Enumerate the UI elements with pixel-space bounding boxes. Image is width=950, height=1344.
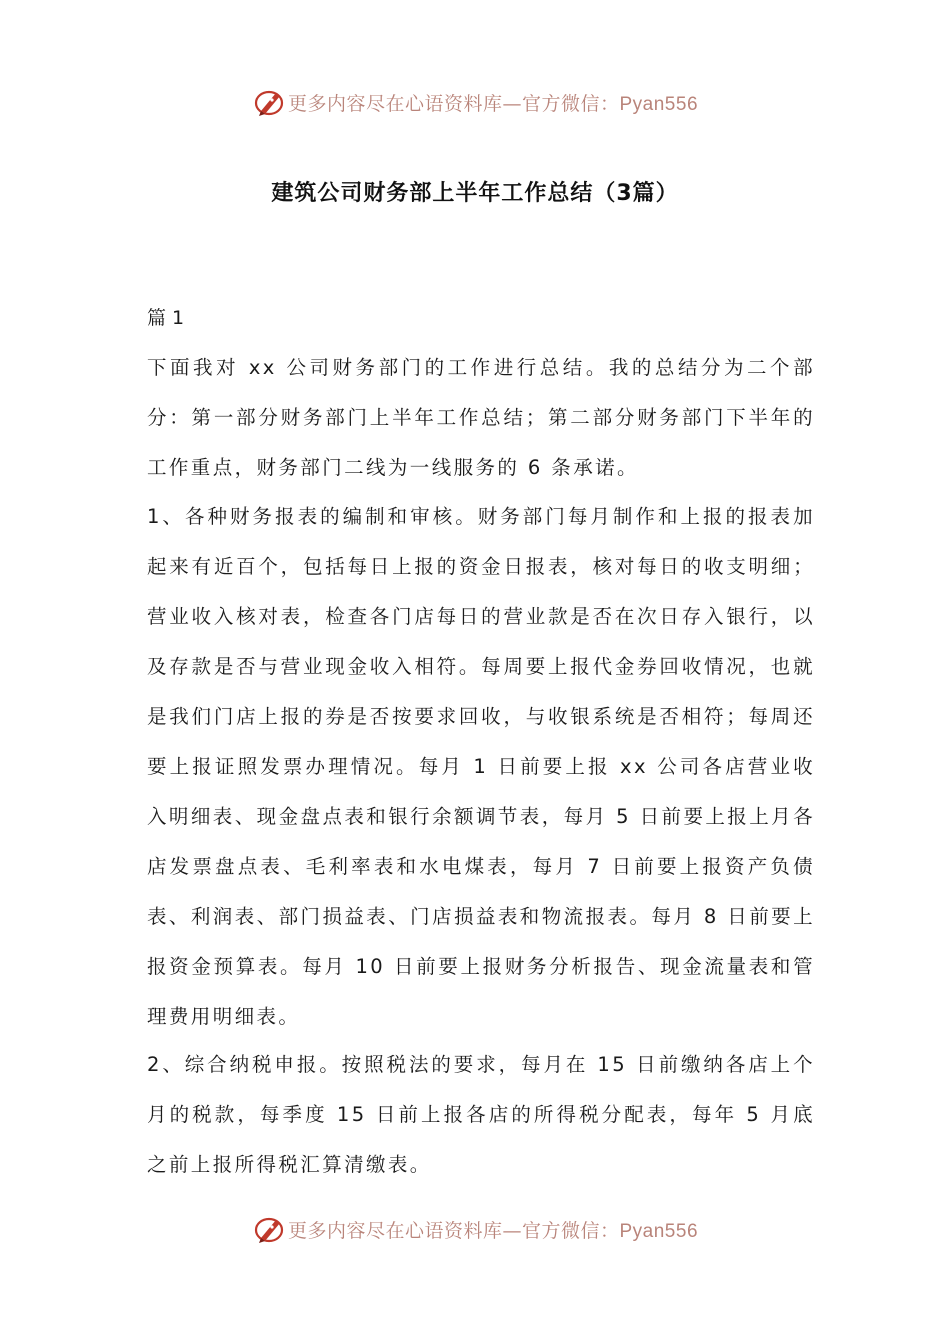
watermark-text [288,1216,698,1243]
watermark-wechat-id: Pyan556 [619,1220,699,1242]
watermark-banner-bottom [0,1207,950,1251]
paragraph-intro: 下面我对 xx 公司财务部门的工作进行总结。我的总结分为二个部分：第一部分财务部门上半年工作总结；第二部分财务部门下半年的工作重点，财务部门二线为一线服务的 6 条承诺。 [147,356,815,479]
watermark-text [288,89,698,116]
section-label: 篇 1 [147,307,185,329]
watermark-wechat-label: 官方微信： [521,92,620,115]
watermark-separator: — [502,1219,522,1242]
paragraph-item-1: 1、各种财务报表的编制和审核。财务部门每月制作和上报的报表加起来有近百个，包括每日上报的资金日报表，核对每日的收支明细；营业收入核对表，检查各门店每日的营业款是否在次日存入银行，以及存款是否与营业现金收入相符。每周要上报代金券回收情况，也就是我们门店上报的券是否按要求回收，与收银系统是否相符；每周还要上报证照发票办理情况。每月 1 日前要上报 xx 公司各店营业收入明细表、现金盘点表和银行余额调节表，每月 5 日前要上报上月各店发票盘点表、毛利率表和水电煤表，每月 7 日前要上报资产负债表、利润表、部门损益表、门店损益表和物流报表。每月 8 日前要上报资金预算表。每月 10 日前要上报财务分析报告、现金流量表和管理费用明细表。 [147,505,815,1028]
document-title: 建筑公司财务部上半年工作总结（3篇） [271,181,679,206]
watermark-main-text: 更多内容尽在心语资料库 [287,92,503,115]
watermark-separator: — [502,92,522,115]
pen-nib-logo-icon [252,85,286,119]
watermark-wechat-label: 官方微信： [521,1219,620,1242]
paragraph-item-2: 2、综合纳税申报。按照税法的要求，每月在 15 日前缴纳各店上个月的税款，每季度 15 日前上报各店的所得税分配表，每年 5 月底之前上报所得税汇算清缴表。 [147,1053,815,1176]
watermark-banner-top [0,80,950,124]
watermark-wechat-id: Pyan556 [619,93,699,115]
pen-nib-logo-icon [252,1212,286,1246]
watermark-main-text: 更多内容尽在心语资料库 [287,1219,503,1242]
